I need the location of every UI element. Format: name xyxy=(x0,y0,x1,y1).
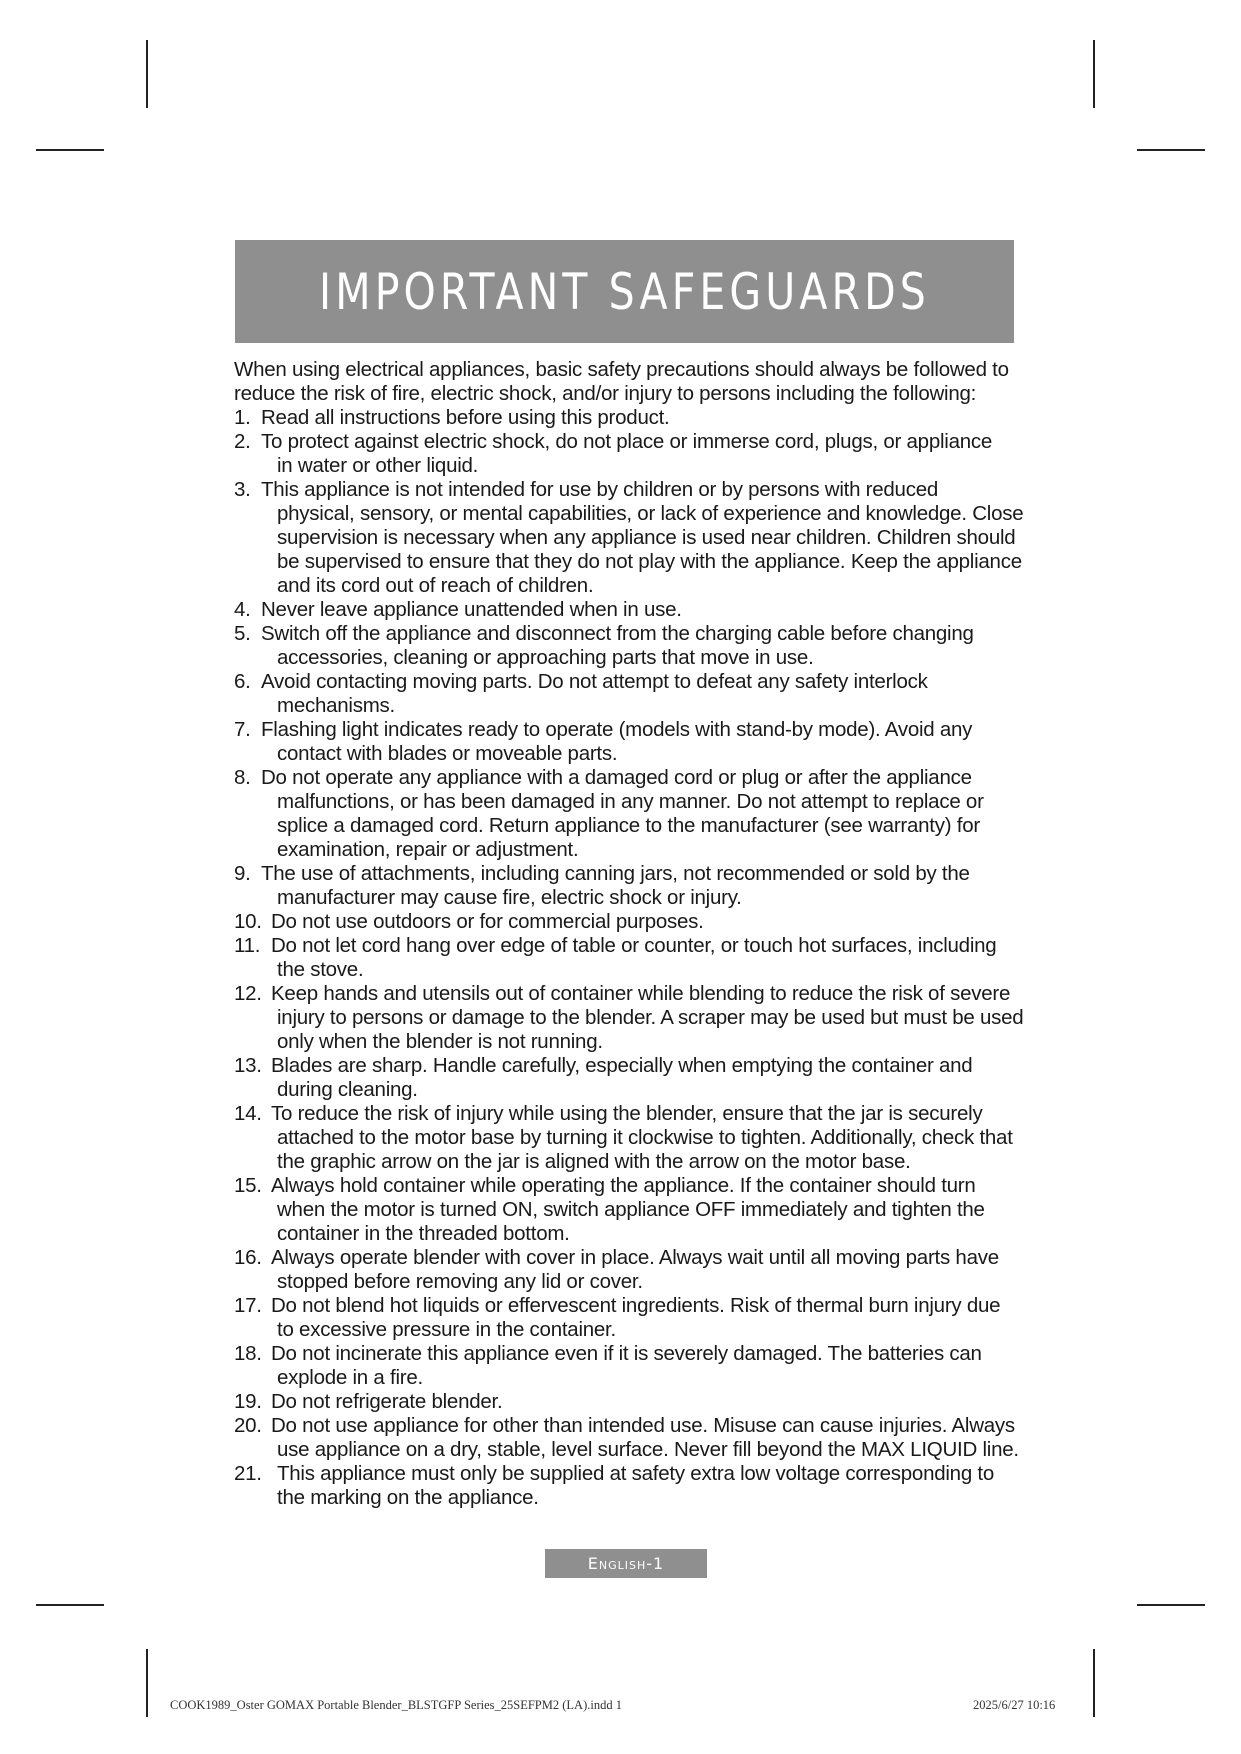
list-item-line: supervision is necessary when any appliance is used near children. Children should xyxy=(277,526,1016,549)
list-item-line: This appliance is not intended for use by children or by persons with reduced xyxy=(261,478,939,501)
crop-mark-top-left-horizontal xyxy=(36,149,104,151)
list-item xyxy=(234,670,1024,718)
list-item-number: 12. xyxy=(234,982,262,1005)
list-item-line: when the motor is turned ON, switch appliance OFF immediately and tighten the xyxy=(277,1198,985,1221)
list-item-number: 2. xyxy=(234,430,251,453)
list-item-line: in water or other liquid. xyxy=(277,454,479,477)
list-item-line: the graphic arrow on the jar is aligned with the arrow on the motor base. xyxy=(277,1150,911,1173)
list-item xyxy=(234,406,1024,430)
list-item-number: 10. xyxy=(234,910,262,933)
page-title: IMPORTANT SAFEGUARDS xyxy=(319,262,930,321)
list-item-line: stopped before removing any lid or cover. xyxy=(277,1270,643,1293)
page-number-tab xyxy=(545,1549,707,1578)
list-item xyxy=(234,1102,1024,1174)
list-item-line: Do not incinerate this appliance even if it is severely damaged. The batteries can xyxy=(271,1342,982,1365)
list-item-line: the marking on the appliance. xyxy=(277,1486,539,1509)
list-item xyxy=(234,1342,1024,1390)
list-item-line: Read all instructions before using this product. xyxy=(261,406,670,429)
list-item-number: 5. xyxy=(234,622,251,645)
list-item-line: contact with blades or moveable parts. xyxy=(277,742,618,765)
safeguards-body xyxy=(234,358,1024,1510)
list-item-line: be supervised to ensure that they do not play with the appliance. Keep the appliance xyxy=(277,550,1022,573)
list-item-number: 21. xyxy=(234,1462,262,1485)
list-item xyxy=(234,982,1024,1054)
list-item-line: injury to persons or damage to the blender. A scraper may be used but must be used xyxy=(277,1006,1024,1029)
list-item-line: Do not use appliance for other than intended use. Misuse can cause injuries. Always xyxy=(271,1414,1015,1437)
page-number: English-1 xyxy=(587,1554,665,1573)
crop-mark-bottom-right-vertical xyxy=(1093,1649,1095,1717)
list-item-line: manufacturer may cause fire, electric shock or injury. xyxy=(277,886,742,909)
list-item-number: 9. xyxy=(234,862,251,885)
list-item xyxy=(234,598,1024,622)
list-item-line: during cleaning. xyxy=(277,1078,418,1101)
intro-paragraph: When using electrical appliances, basic safety precautions should always be followed to reduce the risk of fire, electric shock, and/or injury to persons including the following: xyxy=(234,358,1009,405)
list-item-number: 18. xyxy=(234,1342,262,1365)
crop-mark-bottom-left-vertical xyxy=(146,1649,148,1717)
list-item-line: mechanisms. xyxy=(277,694,396,717)
list-item-number: 19. xyxy=(234,1390,262,1413)
list-item-line: The use of attachments, including canning jars, not recommended or sold by the xyxy=(261,862,970,885)
crop-mark-top-right-horizontal xyxy=(1137,149,1205,151)
list-item xyxy=(234,1462,1024,1510)
print-slug-filename: COOK1989_Oster GOMAX Portable Blender_BLSTGFP Series_25SEFPM2 (LA).indd 1 xyxy=(170,1698,622,1712)
list-item xyxy=(234,478,1024,598)
list-item-number: 4. xyxy=(234,598,251,621)
list-item-line: Avoid contacting moving parts. Do not attempt to defeat any safety interlock xyxy=(261,670,928,693)
list-item-line: Always operate blender with cover in place. Always wait until all moving parts have xyxy=(271,1246,999,1269)
list-item-line: to excessive pressure in the container. xyxy=(277,1318,616,1341)
list-item-line: Flashing light indicates ready to operate (models with stand-by mode). Avoid any xyxy=(261,718,973,741)
list-item-number: 8. xyxy=(234,766,251,789)
safeguards-list xyxy=(234,406,1024,1510)
list-item-line: attached to the motor base by turning it clockwise to tighten. Additionally, check that xyxy=(277,1126,1013,1149)
list-item-line: malfunctions, or has been damaged in any manner. Do not attempt to replace or xyxy=(277,790,984,813)
crop-mark-bottom-right-horizontal xyxy=(1137,1604,1205,1606)
list-item-number: 3. xyxy=(234,478,251,501)
list-item-line: Do not blend hot liquids or effervescent ingredients. Risk of thermal burn injury due xyxy=(271,1294,1001,1317)
list-item-number: 1. xyxy=(234,406,251,429)
list-item xyxy=(234,1054,1024,1102)
list-item-line: physical, sensory, or mental capabilities, or lack of experience and knowledge. Close xyxy=(277,502,1024,525)
list-item-line: Always hold container while operating the appliance. If the container should turn xyxy=(271,1174,976,1197)
list-item-line: Do not operate any appliance with a damaged cord or plug or after the appliance xyxy=(261,766,972,789)
list-item-number: 17. xyxy=(234,1294,262,1317)
list-item-line: container in the threaded bottom. xyxy=(277,1222,570,1245)
list-item-line: examination, repair or adjustment. xyxy=(277,838,579,861)
list-item-line: only when the blender is not running. xyxy=(277,1030,603,1053)
list-item-line: accessories, cleaning or approaching parts that move in use. xyxy=(277,646,814,669)
list-item xyxy=(234,766,1024,862)
list-item-line: explode in a fire. xyxy=(277,1366,423,1389)
list-item-line: To reduce the risk of injury while using the blender, ensure that the jar is securely xyxy=(271,1102,983,1125)
list-item xyxy=(234,1294,1024,1342)
crop-mark-bottom-left-horizontal xyxy=(36,1604,104,1606)
list-item-line: Never leave appliance unattended when in use. xyxy=(261,598,682,621)
list-item-line: To protect against electric shock, do not place or immerse cord, plugs, or appliance xyxy=(261,430,993,453)
list-item xyxy=(234,718,1024,766)
list-item-line: use appliance on a dry, stable, level surface. Never fill beyond the MAX LIQUID line. xyxy=(277,1438,1019,1461)
list-item-line: Do not use outdoors or for commercial purposes. xyxy=(271,910,704,933)
list-item xyxy=(234,622,1024,670)
list-item-number: 6. xyxy=(234,670,251,693)
list-item-number: 16. xyxy=(234,1246,262,1269)
list-item-line: Do not let cord hang over edge of table or counter, or touch hot surfaces, including xyxy=(271,934,997,957)
list-item-line: Switch off the appliance and disconnect from the charging cable before changing xyxy=(261,622,974,645)
list-item-number: 14. xyxy=(234,1102,262,1125)
crop-mark-top-left-vertical xyxy=(146,40,148,108)
list-item xyxy=(234,1174,1024,1246)
list-item-line: Keep hands and utensils out of container while blending to reduce the risk of severe xyxy=(271,982,1011,1005)
list-item-number: 15. xyxy=(234,1174,262,1197)
list-item-line: the stove. xyxy=(277,958,364,981)
list-item xyxy=(234,934,1024,982)
list-item-number: 7. xyxy=(234,718,251,741)
print-slug-date: 2025/6/27 10:16 xyxy=(973,1698,1056,1712)
list-item-line: Do not refrigerate blender. xyxy=(271,1390,503,1413)
list-item xyxy=(234,910,1024,934)
title-banner xyxy=(235,240,1014,343)
list-item-number: 13. xyxy=(234,1054,262,1077)
list-item-line: Blades are sharp. Handle carefully, especially when emptying the container and xyxy=(271,1054,973,1077)
list-item-line: and its cord out of reach of children. xyxy=(277,574,594,597)
crop-mark-top-right-vertical xyxy=(1093,40,1095,108)
list-item-line: This appliance must only be supplied at safety extra low voltage corresponding to xyxy=(277,1462,995,1485)
list-item xyxy=(234,1246,1024,1294)
list-item-number: 11. xyxy=(234,934,261,957)
list-item xyxy=(234,1414,1024,1462)
list-item-line: splice a damaged cord. Return appliance to the manufacturer (see warranty) for xyxy=(277,814,980,837)
list-item-number: 20. xyxy=(234,1414,262,1437)
list-item xyxy=(234,862,1024,910)
list-item xyxy=(234,1390,1024,1414)
list-item xyxy=(234,430,1024,478)
